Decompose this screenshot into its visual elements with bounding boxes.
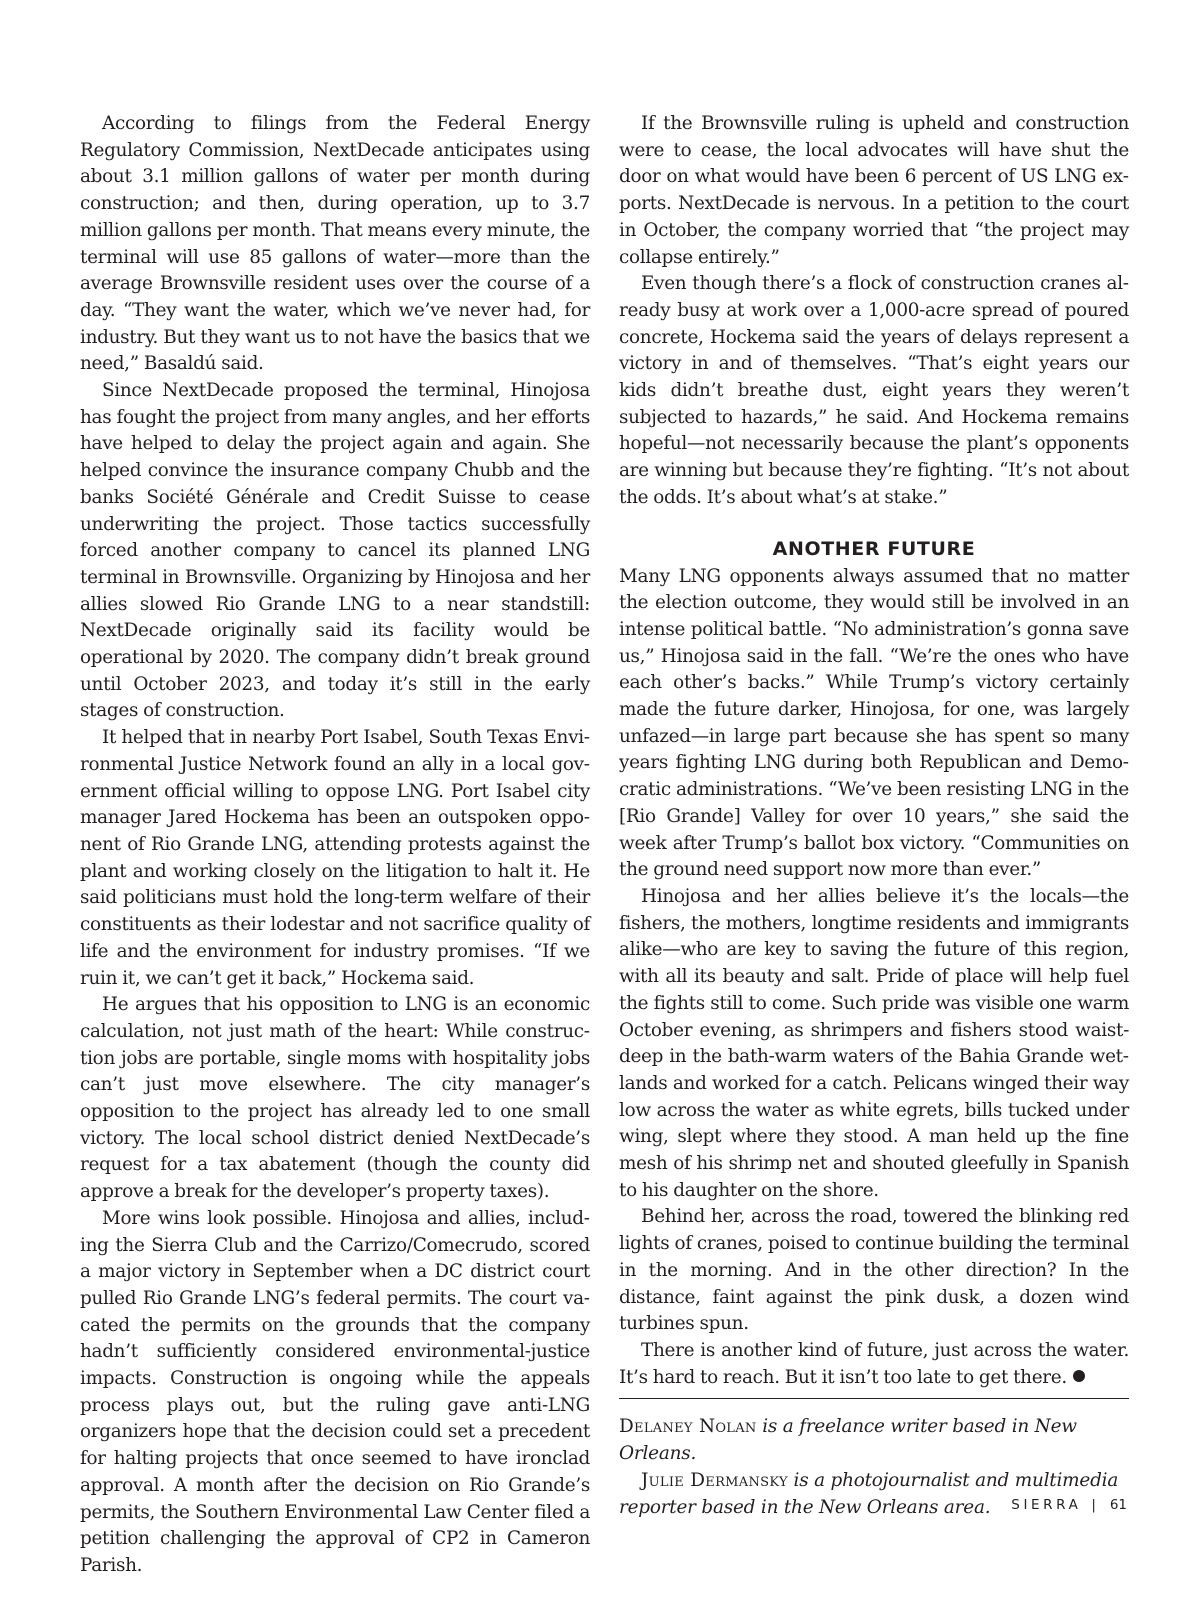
end-mark-icon <box>1073 1370 1085 1382</box>
author-name: Delaney Nolan <box>619 1416 757 1438</box>
paragraph: Even though there’s a flock of construction cranes already busy at work over a 1,000-acre spread of poured concrete, Hockema said the years of delays represent a victory in and of themselves. “That’s eight years our kids didn’t breathe dust, eight years they weren’t subjected to hazards,” he said. And Hockema remains hopeful—not necessarily because the plant’s opponents are winning but because they’re fighting. “It’s not about the odds. It’s about what’s at stake.” <box>619 273 1129 508</box>
paragraph: He argues that his opposition to LNG is an economic calculation, not just math of the heart: While construction jobs are portable, single moms with hospitality jobs can’t just move elsewhere. The city manager’s opposition to the project has already led to one small victory. The local school district denied NextDecade’s request for a tax abatement (though the county did approve a break for the developer’s property taxes). <box>80 994 590 1203</box>
folio-separator: | <box>1091 1497 1096 1513</box>
paragraph: According to filings from the Federal Energy Regulatory Commission, NextDecade anticipates using about 3.1 million gallons of water per month during construction; and then, during operation, up to 3.7 million gallons per month. That means every minute, the terminal will use 85 gallons of water—more than the average Brownsville resident uses over the course of a day. “They want the water, which we’ve never had, for industry. But they want us to not have the basics that we need,” Basaldú said. <box>80 113 590 375</box>
paragraph: If the Brownsville ruling is upheld and construction were to cease, the local advocates will have shut the door on what would have been 6 percent of US LNG exports. NextDecade is nervous. In a petition to the court in October, the company worried that “the project may collapse entirely.” <box>619 113 1129 268</box>
photographer-bio <box>619 1467 1129 1521</box>
closing-paragraph <box>619 1338 1129 1391</box>
photographer-bio-text: is a photojournalist and multimedia reporter based in the New Orleans area. <box>619 1470 1119 1519</box>
paragraph: Behind her, across the road, towered the blinking red lights of cranes, poised to continue building the terminal in the morning. And in the other direction? In the distance, faint against the pink dusk, a dozen wind turbines spun. <box>619 1206 1129 1335</box>
author-bio <box>619 1413 1129 1467</box>
paragraph: Since NextDecade proposed the terminal, Hinojosa has fought the project from many angles, and her efforts have helped to delay the project again and again. She helped convince the insurance company Chubb and the banks Société Générale and Credit Suisse to cease underwriting the project. Those tactics successfully forced another company to cancel its planned LNG terminal in Brownsville. Organizing by Hinojosa and her allies slowed Rio Grande LNG to a near standstill: NextDecade originally said its facility would be operational by 2020. The company didn’t break ground until October 2023, and today it’s still in the early stages of construction. <box>80 380 590 722</box>
paragraph: More wins look possible. Hinojosa and allies, including the Sierra Club and the Carrizo/Comecrudo, scored a major victory in September when a DC district court pulled Rio Grande LNG’s federal permits. The court vacated the permits on the grounds that the company hadn’t sufficiently considered environmental-justice impacts. Construction is ongoing while the appeals process plays out, but the ruling gave anti-LNG organizers hope that the decision could set a precedent for halting projects that once seemed to have ironclad approval. A month after the decision on Rio Grande’s permits, the Southern Environmental Law Center filed a petition challenging the approval of CP2 in Cameron Parish. <box>80 1207 590 1576</box>
bio-divider <box>619 1398 1129 1399</box>
closing-text: There is another kind of future, just across the water. It’s hard to reach. But it isn’t too late to get there. <box>619 1339 1129 1388</box>
paragraph: It helped that in nearby Port Isabel, South Texas Environmental Justice Network found an ally in a local government official willing to oppose LNG. Port Isabel city manager Jared Hockema has been an outspoken opponent of Rio Grande LNG, attending protests against the plant and working closely on the litigation to halt it. He said politicians must hold the long-term welfare of their constituents as their lodestar and not sacrifice quality of life and the environment for industry promises. “If we ruin it, we can’t get it back,” Hockema said. <box>80 727 590 989</box>
section-subhead: ANOTHER FUTURE <box>772 537 976 560</box>
paragraph: Hinojosa and her allies believe it’s the locals—the fishers, the mothers, longtime residents and immigrants alike—who are key to saving the future of this region, with all its beauty and salt. Pride of place will help fuel the fights still to come. Such pride was visible one warm October evening, as shrimpers and fishers stood waist-deep in the bath-warm waters of the Bahia Grande wetlands and worked for a catch. Pelicans winged their way low across the water as white egrets, bills tucked under wing, slept where they stood. A man held up the fine mesh of his shrimp net and shouted gleefully in Spanish to his daughter on the shore. <box>619 885 1129 1201</box>
right-column <box>619 111 1129 1521</box>
magazine-name: SIERRA <box>1011 1497 1082 1513</box>
author-bio-text: is a freelance writer based in New Orleans. <box>619 1416 1077 1465</box>
page-number: 61 <box>1109 1497 1127 1513</box>
paragraph: Many LNG opponents always assumed that no matter the election outcome, they would still be involved in an intense political battle. “No administration’s gonna save us,” Hinojosa said in the fall. “We’re the ones who have each other’s backs.” While Trump’s victory certainly made the future darker, Hinojosa, for one, was largely unfazed—in large part because she has spent so many years fighting LNG during both Republican and Democratic administrations. “We’ve been resisting LNG in the [Rio Grande] Valley for over 10 years,” she said the week after Trump’s ballot box victory. “Communities on the ground need support now more than ever.” <box>619 565 1129 881</box>
left-column <box>80 111 590 1580</box>
photographer-name: Julie Dermansky <box>641 1470 788 1492</box>
page-folio <box>1011 1497 1127 1513</box>
